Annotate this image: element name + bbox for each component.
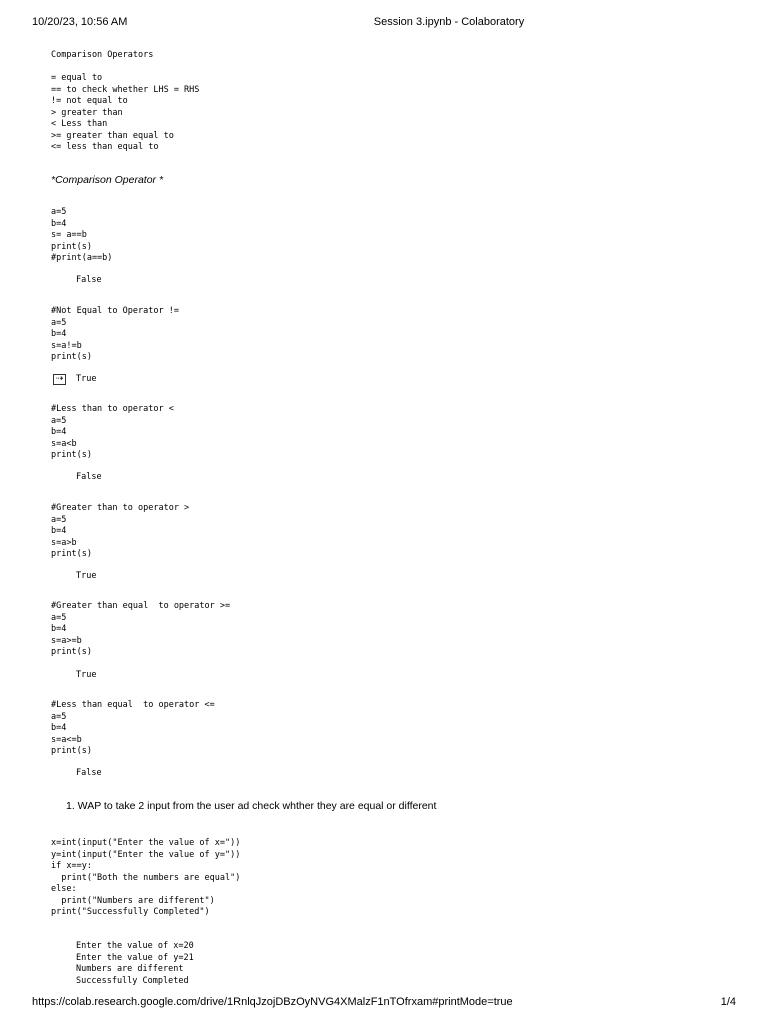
output-input-compare: Enter the value of x=20 Enter the value of y=21 Numbers are different Successfully Completed	[76, 941, 194, 986]
output-arrow-icon[interactable]: ⇢	[53, 374, 66, 385]
print-datetime: 10/20/23, 10:56 AM	[32, 16, 128, 28]
code-cell-greater-equal[interactable]: #Greater than equal to operator >= a=5 b=4 s=a>=b print(s)	[51, 601, 231, 657]
code-cell-input-compare[interactable]: x=int(input("Enter the value of x=")) y=int(input("Enter the value of y=")) if x==y: print("Both the numbers are equal") else: print("Numbers are different") print("Successfully Completed")	[51, 838, 241, 917]
page-number: 1/4	[720, 996, 736, 1008]
markdown-list-item: 1. WAP to take 2 input from the user ad check whther they are equal or different	[66, 800, 437, 812]
output-greater-than: True	[76, 571, 97, 581]
code-cell-less-than[interactable]: #Less than to operator < a=5 b=4 s=a<b print(s)	[51, 404, 174, 460]
output-greater-equal: True	[76, 670, 97, 680]
code-cell-less-equal[interactable]: #Less than equal to operator <= a=5 b=4 s=a<=b print(s)	[51, 700, 215, 756]
page-url: https://colab.research.google.com/drive/1RnlqJzojDBzOyNVG4XMalzF1nTOfrxam#printMode=true	[32, 996, 513, 1008]
code-cell-greater-than[interactable]: #Greater than to operator > a=5 b=4 s=a>b print(s)	[51, 503, 190, 559]
output-equal: False	[76, 275, 102, 285]
intro-code-cell[interactable]: Comparison Operators = equal to == to check whether LHS = RHS != not equal to > greater than < Less than >= greater than equal to <= less than equal to	[51, 50, 200, 152]
code-cell-equal[interactable]: a=5 b=4 s= a==b print(s) #print(a==b)	[51, 207, 113, 263]
code-cell-not-equal[interactable]: #Not Equal to Operator != a=5 b=4 s=a!=b print(s)	[51, 306, 179, 362]
output-less-equal: False	[76, 768, 102, 778]
page-title: Session 3.ipynb - Colaboratory	[373, 16, 525, 28]
output-less-than: False	[76, 472, 102, 482]
output-not-equal: True	[76, 374, 97, 384]
section-heading: *Comparison Operator *	[51, 174, 164, 186]
